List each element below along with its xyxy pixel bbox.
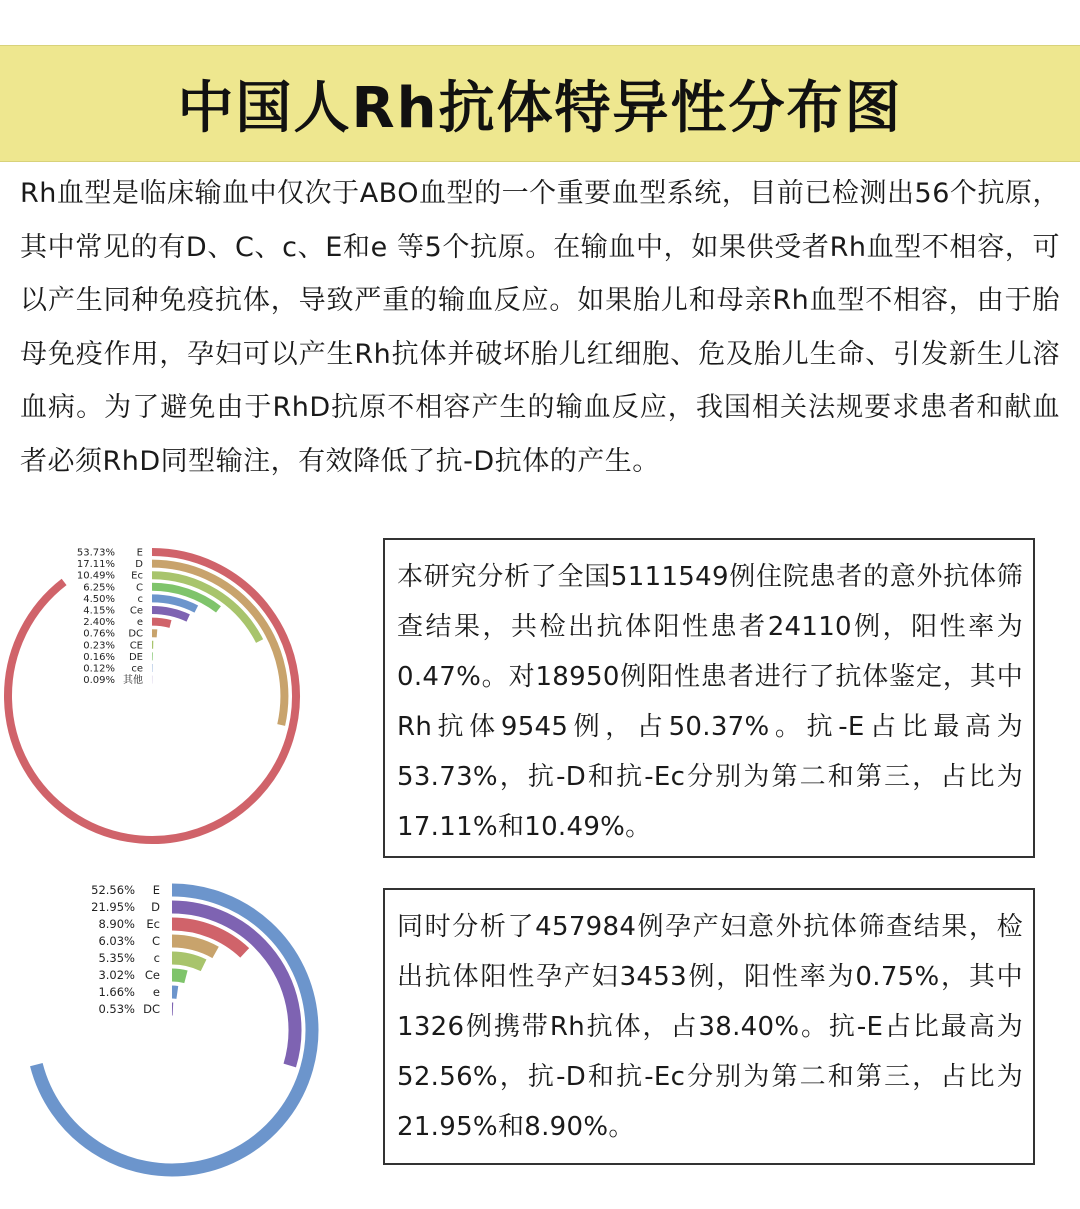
chart-1-value-label: 53.73% (76, 547, 115, 559)
chart-1-category-label: Ec (131, 570, 143, 582)
chart-2-value-label: 52.56% (91, 883, 135, 898)
inpatient-summary-text: 本研究分析了全国5111549例住院患者的意外抗体筛查结果，共检出抗体阳性患者24110例，阳性率为0.47%。对18950例阳性患者进行了抗体鉴定，其中Rh抗体9545例，占50.37%。抗-E占比最高为53.73%，抗-D和抗-Ec分别为第二和第三，占比为17.11%和10.49%。 (397, 562, 1023, 842)
chart-1-value-label: 17.11% (76, 559, 115, 571)
pregnant-summary-box (383, 888, 1035, 1165)
chart-2-bar-C (172, 941, 216, 952)
chart-1-category-label: e (136, 617, 143, 629)
chart-2-category-label: E (152, 883, 160, 898)
chart-2-value-label: 1.66% (98, 985, 135, 1000)
chart-1-category-label: D (135, 559, 143, 571)
chart-1-category-label: C (136, 582, 143, 594)
chart-1-category-label: DC (128, 628, 143, 640)
chart-1-value-label: 4.15% (83, 605, 115, 617)
chart-2-category-label: D (151, 900, 160, 915)
chart-1-value-label: 0.76% (83, 628, 115, 640)
chart-1-value-label: 2.40% (83, 617, 115, 629)
page-title: 中国人Rh抗体特异性分布图 (177, 75, 903, 141)
chart-2-bar-E (36, 890, 312, 1170)
pregnant-summary-text: 同时分析了457984例孕产妇意外抗体筛查结果，检出抗体阳性孕产妇3453例，阳性率为0.75%，其中1326例携带Rh抗体，占38.40%。抗-E占比最高为52.56%，抗-D和抗-Ec分别为第二和第三，占比为21.95%和8.90%。 (397, 912, 1023, 1142)
chart-1-value-label: 0.12% (83, 663, 115, 675)
chart-1-value-label: 6.25% (83, 582, 115, 594)
chart-2-category-label: C (151, 934, 160, 949)
chart-1-bar-Ce (152, 610, 188, 618)
radial-bar-chart-pregnant (0, 870, 340, 1200)
chart-1-bar-e (152, 622, 171, 624)
chart-2-category-label: Ec (146, 917, 160, 932)
chart-1-category-label: CE (129, 640, 143, 652)
chart-2-category-label: c (153, 951, 160, 966)
chart-2-category-label: Ce (144, 968, 160, 983)
chart-2-value-label: 21.95% (91, 900, 135, 915)
chart-2-bar-c (172, 958, 204, 965)
chart-2-value-label: 8.90% (98, 917, 135, 932)
chart-1-category-label: c (137, 593, 143, 605)
chart-1-category-label: E (136, 547, 143, 559)
chart-1-category-label: Ce (129, 605, 143, 617)
chart-2-value-label: 3.02% (98, 968, 135, 983)
chart-2-category-label: e (152, 985, 160, 1000)
chart-1-category-label: ce (131, 663, 143, 675)
chart-2-svg (0, 870, 340, 1200)
chart-2-bar-Ce (172, 975, 186, 977)
chart-2-value-label: 0.53% (98, 1002, 135, 1017)
radial-bar-chart-inpatients (0, 535, 340, 865)
chart-1-svg (0, 535, 340, 865)
chart-2-value-label: 5.35% (98, 951, 135, 966)
chart-1-value-label: 0.09% (83, 675, 115, 687)
chart-1-value-label: 10.49% (76, 570, 115, 582)
chart-1-bar-E (8, 552, 296, 840)
chart-2-value-label: 6.03% (98, 934, 135, 949)
inpatient-summary-box (383, 538, 1035, 858)
chart-1-category-label: DE (128, 651, 143, 663)
chart-1-category-label: 其他 (123, 675, 143, 687)
chart-1-value-label: 4.50% (83, 593, 115, 605)
chart-2-category-label: DC (143, 1002, 160, 1017)
chart-1-value-label: 0.16% (83, 651, 115, 663)
intro-paragraph: Rh血型是临床输血中仅次于ABO血型的一个重要血型系统，目前已检测出56个抗原，其中常见的有D、C、c、E和e 等5个抗原。在输血中，如果供受者Rh血型不相容，可以产生同种免疫抗体，导致严重的输血反应。如果胎儿和母亲Rh血型不相容，由于胎母免疫作用，孕妇可以产生Rh抗体并破坏胎儿红细胞、危及胎儿生命、引发新生儿溶血病。为了避免由于RhD抗原不相容产生的输血反应，我国相关法规要求患者和献血者必须RhD同型输注，有效降低了抗-D抗体的产生。 (20, 178, 1060, 477)
title-banner (0, 45, 1080, 162)
chart-1-value-label: 0.23% (83, 640, 115, 652)
